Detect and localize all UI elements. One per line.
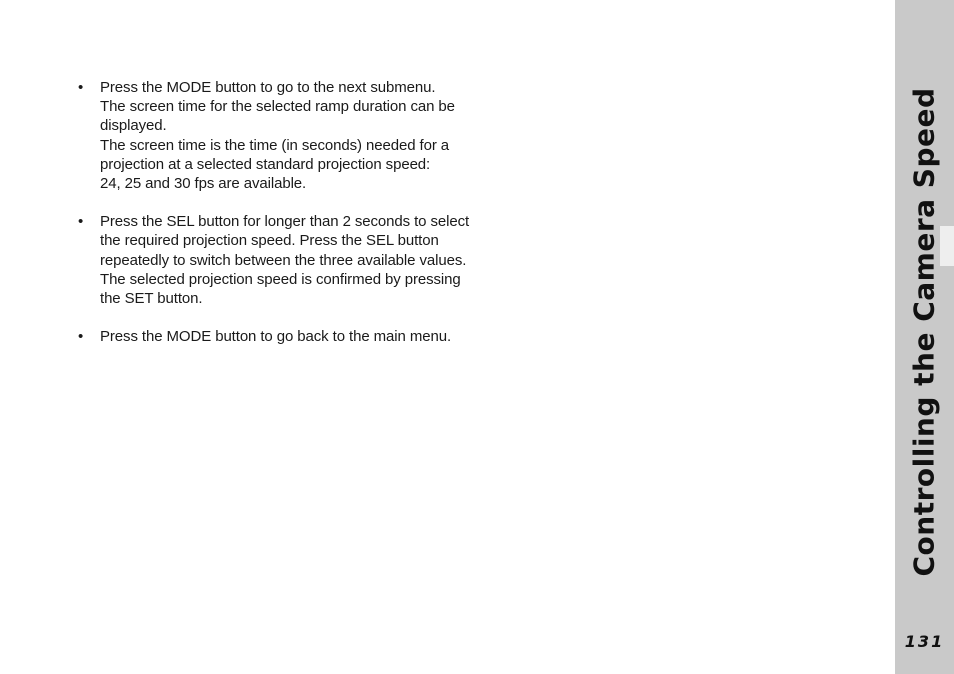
- list-item: [78, 327, 478, 346]
- bullet-text: Press the MODE button to go back to the main menu.: [100, 328, 452, 346]
- chapter-tab-marker: [940, 226, 954, 266]
- bullet-dot: •: [78, 213, 84, 231]
- instruction-list: [78, 78, 478, 346]
- page-number: 131: [904, 632, 945, 651]
- list-item: [78, 212, 478, 308]
- bullet-text: Press the SEL button for longer than 2 seconds to select the required projection speed. Press the SEL button repeatedly to switch between the three available values. The selected projection speed is confirmed by pressing the SET button.: [100, 213, 470, 308]
- bullet-text: Press the MODE button to go to the next submenu. The screen time for the selected ramp duration can be displayed. The screen time is the time (in seconds) needed for a projection at a selected standard projection speed: 24, 25 and 30 fps are available.: [100, 79, 455, 193]
- list-item: [78, 78, 478, 193]
- main-content: [78, 78, 478, 365]
- chapter-title: Controlling the Camera Speed: [907, 87, 941, 577]
- bullet-dot: •: [78, 79, 84, 96]
- bullet-dot: •: [78, 328, 84, 346]
